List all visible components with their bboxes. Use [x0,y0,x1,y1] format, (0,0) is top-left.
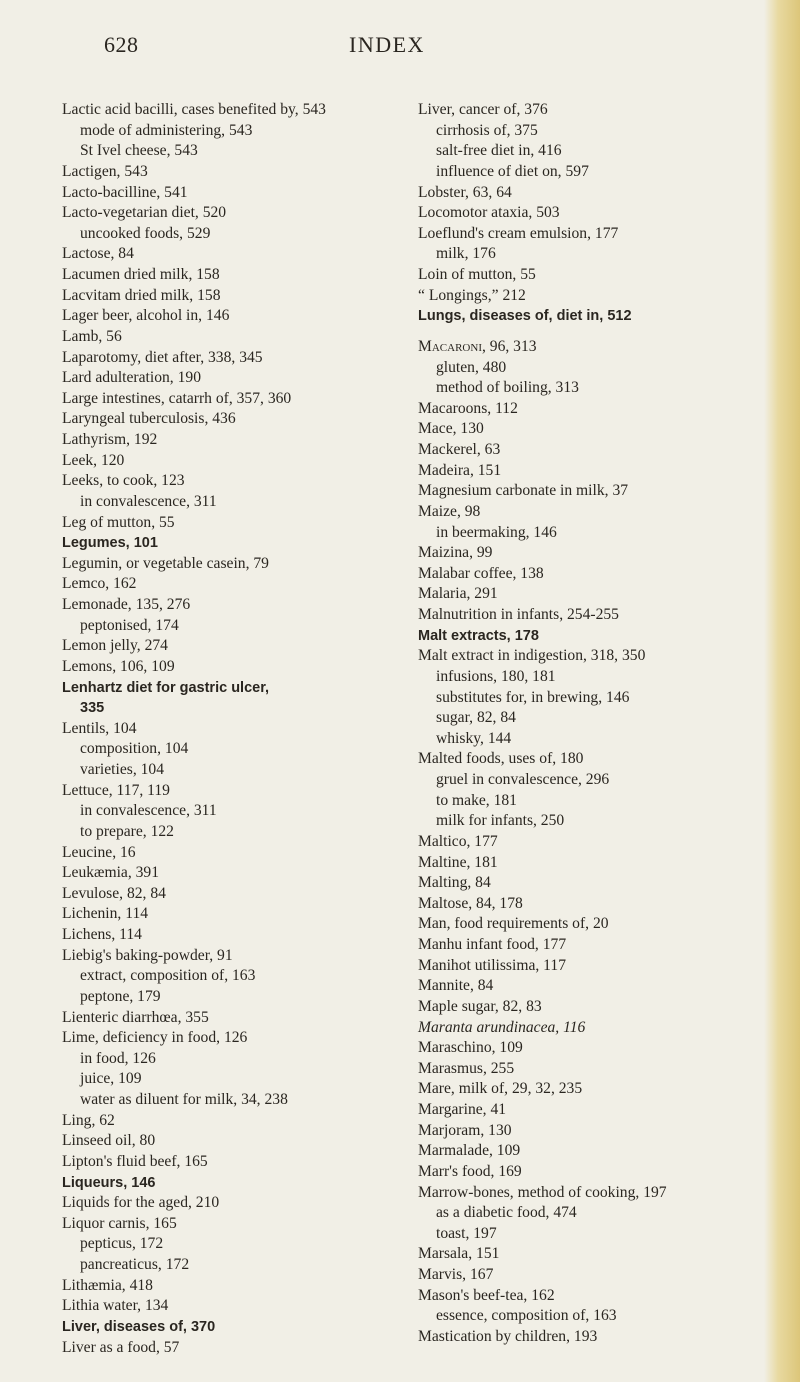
index-subentry: milk for infants, 250 [436,812,565,830]
index-entry: Lithia water, 134 [62,1297,169,1315]
index-subentry: pepticus, 172 [80,1235,164,1253]
index-subentry: substitutes for, in brewing, 146 [436,688,630,706]
index-entry: Malt extract in indigestion, 318, 350 [418,647,646,665]
index-subentry: method of boiling, 313 [436,379,579,397]
index-entry: Liver as a food, 57 [62,1338,180,1356]
index-entry: Mannite, 84 [418,977,494,995]
index-entry: Leg of mutton, 55 [62,513,175,531]
index-entry: Mace, 130 [418,420,484,438]
index-entry: Lettuce, 117, 119 [62,781,170,799]
index-subentry: juice, 109 [80,1070,142,1088]
index-entry: Lobster, 63, 64 [418,183,512,201]
index-entry: Laparotomy, diet after, 338, 345 [62,348,263,366]
index-entry: Leek, 120 [62,451,125,469]
index-entry: Marvis, 167 [418,1266,494,1283]
index-entry: Lager beer, alcohol in, 146 [62,307,230,325]
index-entry: Marasmus, 255 [418,1059,515,1077]
index-entry: Macaroons, 112 [418,399,518,417]
index-entry: Man, food requirements of, 20 [418,915,609,933]
index-subentry: in convalescence, 311 [80,802,217,820]
index-entry: Marjoram, 130 [418,1121,512,1139]
index-subentry: salt-free diet in, 416 [436,142,562,160]
index-entry: Liver, diseases of, 370 [62,1318,216,1335]
index-entry: Lichenin, 114 [62,905,149,923]
index-entry: Ling, 62 [62,1111,115,1129]
index-subentry: gruel in convalescence, 296 [436,771,610,788]
page-title: INDEX [349,32,425,57]
index-entry: Lacto-bacilline, 541 [62,183,188,201]
index-entry: Liquids for the aged, 210 [62,1194,220,1212]
index-entry: Marmalade, 109 [418,1142,521,1160]
index-entry: Maltose, 84, 178 [418,894,523,912]
index-entry: Legumes, 101 [62,535,158,552]
index-entry: Lard adulteration, 190 [62,369,201,387]
index-entry: Locomotor ataxia, 503 [418,204,560,222]
index-entry: Liqueurs, 146 [62,1174,156,1191]
index-entry: Lemco, 162 [62,575,137,593]
index-entry: Malting, 84 [418,874,491,892]
index-entry: Lamb, 56 [62,327,122,345]
index-column-right [418,100,768,1348]
index-subentry: in convalescence, 311 [80,492,217,510]
index-entry: Lactigen, 543 [62,162,148,180]
index-entry: Lienteric diarrhœa, 355 [62,1008,209,1026]
index-entry: Lenhartz diet for gastric ulcer, [62,679,270,696]
index-entry: Madeira, 151 [418,461,502,479]
index-subentry: pancreaticus, 172 [80,1256,190,1273]
index-entry: Malt extracts, 178 [418,627,539,644]
index-entry: Maple sugar, 82, 83 [418,997,542,1015]
index-entry: Liquor carnis, 165 [62,1214,177,1232]
index-entry: Loin of mutton, 55 [418,266,536,283]
index-subentry: varieties, 104 [80,761,165,778]
index-subentry: peptonised, 174 [80,616,179,634]
index-entry: Lemons, 106, 109 [62,657,175,675]
index-subentry: milk, 176 [436,245,496,263]
index-entry: Linseed oil, 80 [62,1132,156,1150]
index-entry: Lacvitam dried milk, 158 [62,286,221,304]
index-subentry: whisky, 144 [436,729,512,747]
index-entry: Maranta arundinacea, 116 [418,1018,586,1036]
index-entry: Levulose, 82, 84 [62,884,166,902]
index-entry: Large intestines, catarrh of, 357, 360 [62,389,292,407]
index-entry: Laryngeal tuberculosis, 436 [62,410,236,428]
index-entry: Lentils, 104 [62,719,137,737]
index-subentry: gluten, 480 [436,358,507,376]
index-subentry: water as diluent for milk, 34, 238 [80,1091,288,1108]
index-entry: Maraschino, 109 [418,1039,523,1057]
index-entry: Lichens, 114 [62,926,142,943]
index-entry: Maltine, 181 [418,853,498,871]
index-entry: Leeks, to cook, 123 [62,472,185,490]
index-entry: Manihot utilissima, 117 [418,956,566,974]
index-entry: Malted foods, uses of, 180 [418,750,584,768]
index-entry: Marrow-bones, method of cooking, 197 [418,1183,667,1201]
index-entry: Malnutrition in infants, 254-255 [418,606,619,623]
page-edge-shadow [764,0,800,1382]
index-entry: Mason's beef-tea, 162 [418,1286,555,1304]
index-entry: Lactose, 84 [62,245,134,263]
index-entry: Lungs, diseases of, diet in, 512 [418,308,632,325]
index-entry: Malabar coffee, 138 [418,564,544,582]
index-subentry: composition, 104 [80,740,189,758]
index-entry: Lime, deficiency in food, 126 [62,1029,248,1047]
index-entry: Leukæmia, 391 [62,864,160,882]
page-number: 628 [104,32,139,57]
index-subentry: peptone, 179 [80,987,161,1005]
index-entry: Lithæmia, 418 [62,1276,153,1294]
page-header [0,30,800,70]
index-subentry: as a diabetic food, 474 [436,1204,577,1222]
index-entry: Lemonade, 135, 276 [62,596,191,613]
index-entry: Manhu infant food, 177 [418,936,567,953]
index-entry: Maltico, 177 [418,832,498,850]
index-entry: Mastication by children, 193 [418,1327,598,1345]
index-subentry: to prepare, 122 [80,822,174,840]
index-entry: Legumin, or vegetable casein, 79 [62,554,269,572]
index-subentry: sugar, 82, 84 [436,709,516,727]
index-entry: Lactic acid bacilli, cases benefited by, 543 [62,101,326,118]
index-entry: Leucine, 16 [62,843,136,861]
index-entry: Lemon jelly, 274 [62,637,168,655]
index-column-left [62,100,402,1358]
index-entry: Maizina, 99 [418,544,493,562]
index-entry: Magnesium carbonate in milk, 37 [418,482,629,500]
index-entry: “ Longings,” 212 [418,286,526,304]
index-entry: Lipton's fluid beef, 165 [62,1152,208,1170]
index-subentry: in food, 126 [80,1049,156,1067]
index-subentry: infusions, 180, 181 [436,667,556,685]
index-entry: Marsala, 151 [418,1245,500,1263]
index-entry: Lacto-vegetarian diet, 520 [62,204,227,222]
index-subentry: mode of administering, 543 [80,121,253,139]
index-subentry: uncooked foods, 529 [80,224,211,242]
index-subentry: cirrhosis of, 375 [436,121,538,139]
index-entry: Marr's food, 169 [418,1162,522,1180]
index-subentry: toast, 197 [436,1224,497,1242]
index-entry: Lathyrism, 192 [62,431,158,448]
index-entry: Maize, 98 [418,502,481,520]
index-entry: Malaria, 291 [418,585,498,603]
index-subentry: extract, composition of, 163 [80,967,256,985]
index-subentry: in beermaking, 146 [436,523,557,541]
index-subentry: St Ivel cheese, 543 [80,142,198,160]
index-subentry: influence of diet on, 597 [436,162,589,180]
index-entry: Loeflund's cream emulsion, 177 [418,224,619,242]
index-subentry: to make, 181 [436,791,517,809]
index-entry: Mare, milk of, 29, 32, 235 [418,1080,583,1098]
index-entry: Lacumen dried milk, 158 [62,266,220,283]
index-entry: 335 [80,700,105,717]
index-entry: Liebig's baking-powder, 91 [62,946,233,964]
index-entry: Margarine, 41 [418,1101,507,1118]
index-entry: Liver, cancer of, 376 [418,101,548,118]
index-subentry: essence, composition of, 163 [436,1307,617,1325]
index-entry: Mackerel, 63 [418,441,501,458]
index-entry: Macaroni, 96, 313 [418,337,537,355]
